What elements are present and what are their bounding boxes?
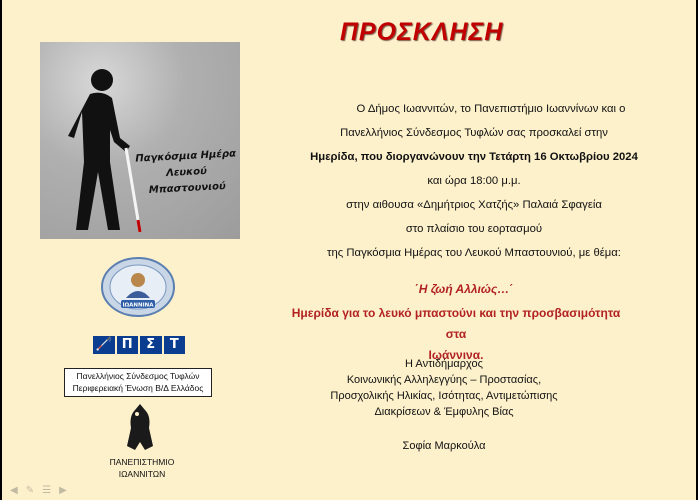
- pst-letter: Σ: [140, 336, 162, 354]
- signature-line: Η Αντιδήμαρχος: [405, 358, 483, 370]
- pst-logo: [93, 336, 185, 354]
- invitation-line: Ο Δήμος Ιωαννιτών, το Πανεπιστήμιο Ιωαννίνων και ο: [356, 103, 626, 115]
- pst-letter: Π: [117, 336, 139, 354]
- university-name-line: ΙΩΑΝΝΙΤΩΝ: [118, 469, 166, 479]
- signature-line: Προσχολικής Ηλικίας, Ισότητας, Αντιμετώπισης: [330, 390, 558, 402]
- pst-walking-icon: 🦯: [93, 336, 115, 354]
- invitation-line: στην αιθουσα «Δημήτριος Χατζής» Παλαιά Σφαγεία: [346, 199, 602, 211]
- invitation-slide: [2, 0, 696, 500]
- invitation-date-line: Ημερίδα, που διοργανώνουν την Τετάρτη 16 Οκτωβρίου 2024: [310, 151, 638, 163]
- prev-arrow-icon[interactable]: ◀: [10, 484, 18, 496]
- university-name: [92, 456, 192, 480]
- invitation-line: [264, 145, 684, 169]
- poster-caption-line: Λευκού Μπαστουνιού: [148, 165, 226, 196]
- blind-person-icon: [40, 42, 240, 239]
- poster-caption: [132, 146, 241, 200]
- next-arrow-icon[interactable]: ▶: [59, 484, 67, 496]
- invitation-line: Πανελλήνιος Σύνδεσμος Τυφλών σας προσκαλεί στην: [340, 127, 608, 139]
- theme-subject-line: Ιωάννινα.: [428, 348, 484, 362]
- university-name-line: ΠΑΝΕΠΙΣΤΗΜΙΟ: [109, 457, 175, 467]
- municipality-seal-logo: [99, 256, 177, 318]
- page-title: ΠΡΟΣΚΛΗΣΗ: [340, 18, 504, 46]
- slide-toolbar[interactable]: [2, 480, 130, 500]
- white-cane-poster: [40, 42, 240, 239]
- signature-line: Διακρίσεων & Έμφυλης Βίας: [374, 406, 514, 418]
- signature-block: [294, 356, 594, 420]
- pst-name-line: Περιφερειακή Ένωση Β/Δ Ελλάδος: [72, 383, 204, 393]
- seal-label: ΙΩΑΝΝΙΝΑ: [122, 302, 154, 309]
- poster-caption-line: Παγκόσμια Ημέρα: [135, 148, 237, 165]
- pst-name-line: Πανελλήνιος Σύνδεσμος Τυφλών: [76, 371, 200, 381]
- menu-icon[interactable]: ☰: [42, 484, 52, 496]
- signature-line: Κοινωνικής Αλληλεγγύης – Προστασίας,: [346, 374, 542, 386]
- pen-icon[interactable]: ✎: [25, 484, 35, 496]
- university-owl-logo: [123, 402, 157, 452]
- theme-subject-line: Ημερίδα για το λευκό μπαστούνι και την προσβασιμότητα στα: [291, 306, 621, 341]
- signer-name: Σοφία Μαρκούλα: [402, 440, 486, 452]
- theme-quote: ΄Η ζωή Αλλιώς…΄: [414, 282, 514, 296]
- invitation-text: [264, 97, 684, 265]
- pst-name-box: [64, 368, 212, 397]
- pst-letter: Τ: [164, 336, 186, 354]
- invitation-line: και ώρα 18:00 μ.μ.: [427, 175, 521, 187]
- invitation-line: στο πλαίσιο του εορτασμού: [405, 223, 543, 235]
- invitation-line: της Παγκόσμια Ημέρας του Λευκού Μπαστουνιού, με θέμα:: [327, 247, 621, 259]
